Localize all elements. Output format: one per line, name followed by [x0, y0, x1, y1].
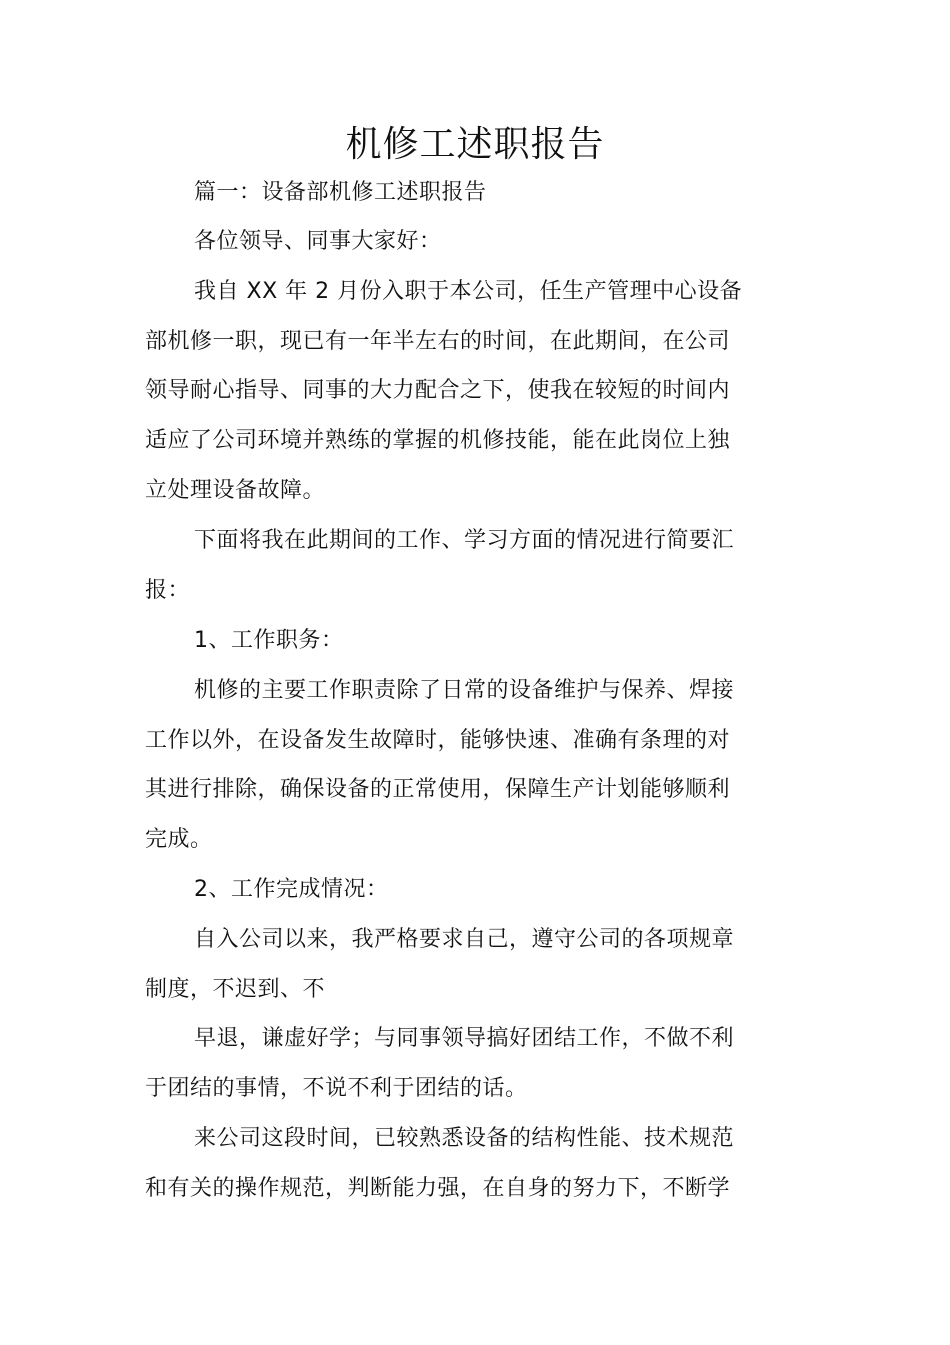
paragraph-line-1: 篇一：设备部机修工述职报告: [194, 180, 487, 205]
paragraph-line-13: 其进行排除，确保设备的正常使用，保障生产计划能够顺利: [145, 777, 731, 802]
paragraph-line-18: 早退，谦虚好学；与同事领导搞好团结工作，不做不利: [194, 1026, 735, 1051]
paragraph-line-6: 适应了公司环境并熟练的掌握的机修技能，能在此岗位上独: [145, 428, 731, 453]
paragraph-line-20: 来公司这段时间，已较熟悉设备的结构性能、技术规范: [194, 1126, 735, 1151]
paragraph-line-11: 机修的主要工作职责除了日常的设备维护与保养、焊接: [194, 678, 735, 703]
paragraph-line-2: 各位领导、同事大家好：: [194, 229, 442, 254]
paragraph-line-15: 2、工作完成情况：: [194, 877, 389, 902]
paragraph-line-10: 1、工作职务：: [194, 628, 344, 653]
paragraph-line-17: 制度，不迟到、不: [145, 977, 326, 1002]
paragraph-line-19: 于团结的事情，不说不利于团结的话。: [145, 1076, 528, 1101]
paragraph-line-14: 完成。: [145, 827, 213, 852]
paragraph-line-3: 我自 XX 年 2 月份入职于本公司，任生产管理中心设备: [194, 279, 743, 304]
paragraph-line-8: 下面将我在此期间的工作、学习方面的情况进行简要汇: [194, 528, 735, 553]
paragraph-line-21: 和有关的操作规范，判断能力强，在自身的努力下，不断学: [145, 1176, 731, 1201]
paragraph-line-9: 报：: [145, 578, 191, 603]
paragraph-line-12: 工作以外，在设备发生故障时，能够快速、准确有条理的对: [145, 728, 731, 753]
paragraph-line-5: 领导耐心指导、同事的大力配合之下，使我在较短的时间内: [145, 378, 731, 403]
paragraph-line-4: 部机修一职，现已有一年半左右的时间，在此期间，在公司: [145, 329, 731, 354]
paragraph-line-16: 自入公司以来，我严格要求自己，遵守公司的各项规章: [194, 927, 735, 952]
document-title: 机修工述职报告: [345, 124, 605, 165]
paragraph-line-7: 立处理设备故障。: [145, 478, 326, 503]
